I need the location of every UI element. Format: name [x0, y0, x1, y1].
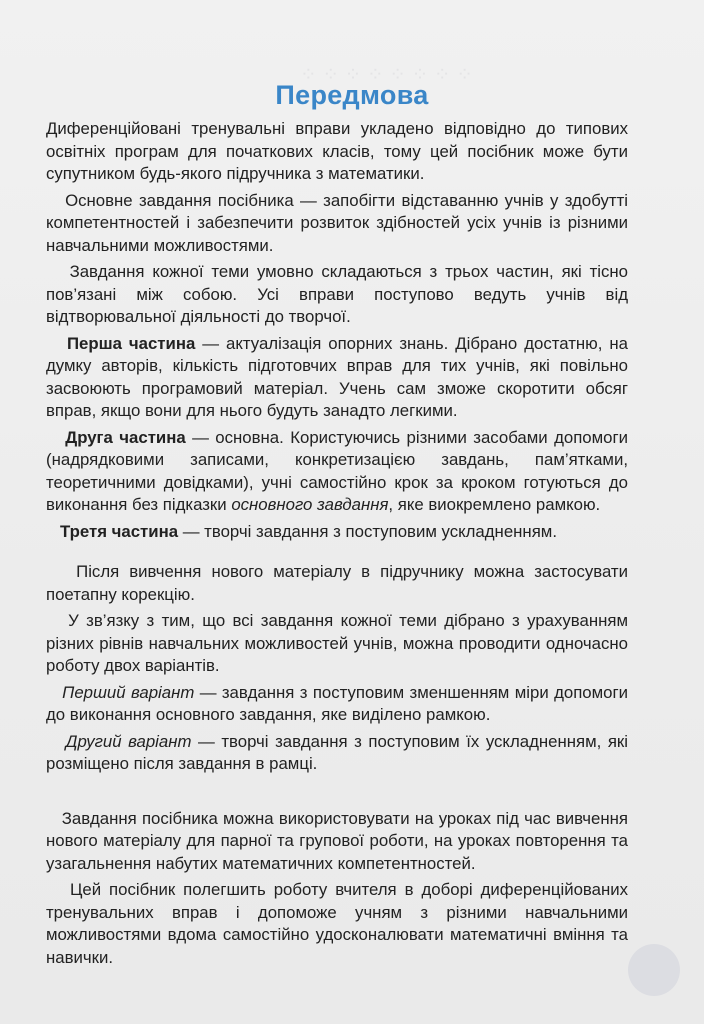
paragraph-benefit — [46, 879, 628, 969]
second-part-text-a: — основна. Користуючись різними засобами допомоги (надрядковими записами, конкретизацією завдань, пам’ятками, теоретичними довідками), учні самостійно крок за кроком готуються до виконання без підказки — [46, 427, 628, 514]
page-number-circle — [628, 944, 680, 996]
paragraph-first-part — [46, 333, 628, 423]
paragraph-1 — [46, 118, 628, 186]
variants-text: У зв’язку з тим, що всі завдання кожної теми дібрано з урахуванням різних рівнів навчальних можливостей учнів, можна проводити одночасно роботу двох варіантів. — [46, 611, 628, 675]
first-part-text: — актуалізація опорних знань. Дібрано достатню, на думку авторів, кількість підготовчих вправ для тих учнів, які повільно засвоюють програмовий матеріал. Учень сам зможе скоротити обсяг вправ, якщо вони для нього будуть занадто легкими. — [46, 333, 628, 420]
paragraph-2-text: Основне завдання посібника — запобігти відставанню учнів у здобутті компетентностей і забезпечити розвиток здібностей усіх учнів із різними навчальними можливостями. — [46, 190, 628, 255]
third-part-label: Третя частина — [60, 521, 179, 541]
paragraph-2 — [46, 190, 628, 258]
correction-text: Після вивчення нового матеріалу в підручнику можна застосувати поетапну корекцію. — [46, 562, 628, 604]
paragraph-3 — [46, 261, 628, 329]
second-variant-label: Другий варіант — [65, 731, 192, 751]
usage-text: Завдання посібника можна використовувати на уроках під час вивчення нового матеріалу для парної та групової роботи, на уроках повторення та узагальнення набутих математичних компетентностей. — [46, 808, 628, 873]
paragraph-correction — [46, 561, 628, 606]
main-task-italic: основного завдання — [231, 495, 389, 514]
second-part-label: Друга частина — [65, 427, 186, 447]
page-title: Передмова — [275, 80, 429, 110]
show-through-decoration: ⁘ ⁘ ⁘ ⁘ ⁘ ⁘ ⁘ ⁘ — [300, 64, 473, 86]
first-variant-text: — завдання з поступовим зменшенням міри допомоги до виконання основного завдання, яке виділено рамкою. — [46, 682, 628, 724]
third-part-text: — творчі завдання з поступовим ускладненням. — [178, 521, 557, 541]
preface-body — [46, 118, 628, 973]
benefit-text: Цей посібник полегшить роботу вчителя в доборі диференційованих тренувальних вправ і допоможе учням з різними навчальними можливостями вдома самостійно удосконалювати математичні вміння та навички. — [46, 880, 628, 967]
paragraph-1-text: Диференційовані тренувальні вправи укладено відповідно до типових освітніх програм для початкових класів, тому цей посібник може бути супутником будь-якого підручника з математики. — [46, 119, 628, 183]
paragraph-second-variant — [46, 731, 628, 776]
second-part-text-b: , яке виокремлено рамкою. — [388, 495, 601, 514]
paragraph-usage — [46, 808, 628, 876]
first-part-label: Перша частина — [66, 333, 196, 353]
paragraph-variants — [46, 610, 628, 678]
second-variant-text: — творчі завдання з поступовим їх ускладненням, які розміщено після завдання в рамці. — [46, 731, 629, 773]
paragraph-third-part — [46, 521, 628, 544]
paragraph-second-part — [46, 427, 628, 517]
first-variant-label: Перший варіант — [62, 682, 195, 702]
paragraph-3-text: Завдання кожної теми умовно складаються з трьох частин, які тісно пов’язані між собою. Усі вправи поступово ведуть учнів від відтворювальної діяльності до творчої. — [46, 262, 628, 326]
paragraph-first-variant — [46, 682, 628, 727]
